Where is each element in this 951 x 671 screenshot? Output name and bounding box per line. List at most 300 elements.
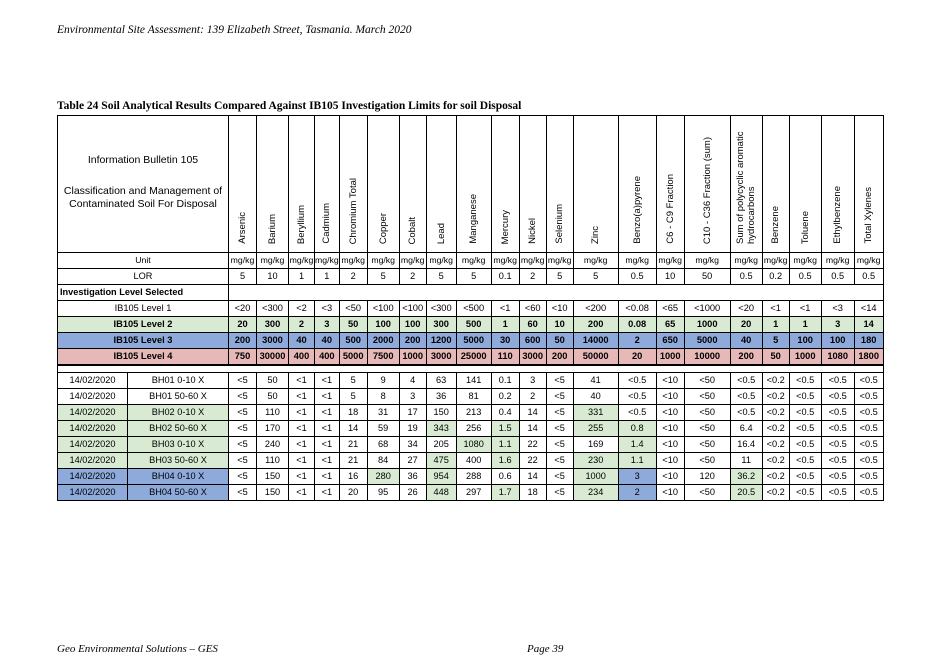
unit-cell: mg/kg <box>821 253 854 269</box>
sample-value: <5 <box>229 453 257 469</box>
level-value: <0.08 <box>618 301 656 317</box>
level-value: 50000 <box>573 349 618 366</box>
level-value: 1800 <box>854 349 883 366</box>
sample-value: 205 <box>426 437 456 453</box>
sample-value: 120 <box>684 469 730 485</box>
sample-value: 22 <box>519 437 546 453</box>
level-row <box>58 301 884 317</box>
bulletin-title: Information Bulletin 105 <box>87 153 199 166</box>
sample-id: BH04 0-10 X <box>128 469 229 485</box>
sample-id: BH02 50-60 X <box>128 421 229 437</box>
sample-value: 27 <box>399 453 426 469</box>
sample-value: 31 <box>367 405 399 421</box>
sample-value: <5 <box>229 469 257 485</box>
sample-value: <10 <box>656 373 684 389</box>
unit-cell: mg/kg <box>399 253 426 269</box>
column-header-label: C6 - C9 Fraction <box>664 174 676 244</box>
unit-cell: mg/kg <box>730 253 762 269</box>
sample-value: <5 <box>546 453 573 469</box>
sample-value: 16.4 <box>730 437 762 453</box>
column-header <box>426 116 456 253</box>
level-value: <50 <box>339 301 367 317</box>
lor-cell: 5 <box>573 269 618 285</box>
sample-value: 1.6 <box>491 453 519 469</box>
lor-cell: 1 <box>289 269 315 285</box>
lor-cell: 0.5 <box>821 269 854 285</box>
level-value: 200 <box>229 333 257 349</box>
sample-value: <0.2 <box>762 405 789 421</box>
sample-date: 14/02/2020 <box>58 437 128 453</box>
sample-value: 36 <box>426 389 456 405</box>
sample-value: 22 <box>519 453 546 469</box>
sample-value: 1000 <box>573 469 618 485</box>
sample-value: 288 <box>456 469 491 485</box>
unit-row <box>58 253 884 269</box>
level-value: 400 <box>289 349 315 366</box>
sample-value: <0.5 <box>854 485 883 501</box>
sample-value: <1 <box>315 485 340 501</box>
sample-date: 14/02/2020 <box>58 485 128 501</box>
sample-value: 34 <box>399 437 426 453</box>
sample-value: <0.5 <box>854 437 883 453</box>
sample-value: <0.5 <box>789 453 821 469</box>
level-value: 0.08 <box>618 317 656 333</box>
sample-value: <50 <box>684 373 730 389</box>
unit-cell: mg/kg <box>573 253 618 269</box>
level-value: 40 <box>289 333 315 349</box>
lor-cell: 2 <box>399 269 426 285</box>
sample-value: <0.5 <box>854 389 883 405</box>
sample-value: <50 <box>684 485 730 501</box>
column-header <box>229 116 257 253</box>
column-header-label: Selenium <box>554 204 566 244</box>
sample-id: BH01 0-10 X <box>128 373 229 389</box>
level-value: 2 <box>289 317 315 333</box>
column-header <box>519 116 546 253</box>
unit-cell: mg/kg <box>229 253 257 269</box>
sample-row <box>58 373 884 389</box>
sample-value: 110 <box>257 453 289 469</box>
sample-value: 4 <box>399 373 426 389</box>
sample-value: 400 <box>456 453 491 469</box>
sample-value: 1.5 <box>491 421 519 437</box>
sample-value: <0.5 <box>618 389 656 405</box>
level-value: 500 <box>339 333 367 349</box>
sample-value: 331 <box>573 405 618 421</box>
sample-value: <50 <box>684 389 730 405</box>
unit-cell: mg/kg <box>684 253 730 269</box>
sample-value: 19 <box>399 421 426 437</box>
lor-cell: 0.5 <box>730 269 762 285</box>
sample-value: <1 <box>289 469 315 485</box>
level-value: <1 <box>789 301 821 317</box>
level-value: 7500 <box>367 349 399 366</box>
sample-value: 234 <box>573 485 618 501</box>
sample-value: 81 <box>456 389 491 405</box>
sample-value: 169 <box>573 437 618 453</box>
column-header-label: Lead <box>435 222 447 244</box>
column-header <box>399 116 426 253</box>
level-value: 20 <box>618 349 656 366</box>
sample-value: <1 <box>315 453 340 469</box>
column-header <box>491 116 519 253</box>
level-value: 65 <box>656 317 684 333</box>
sample-value: <0.5 <box>821 405 854 421</box>
lor-cell: 5 <box>546 269 573 285</box>
level-label: IB105 Level 3 <box>58 333 229 349</box>
level-value: 400 <box>315 349 340 366</box>
sample-value: 6.4 <box>730 421 762 437</box>
sample-value: <0.5 <box>821 469 854 485</box>
level-value: 3 <box>821 317 854 333</box>
level-value: 14000 <box>573 333 618 349</box>
sample-value: 8 <box>367 389 399 405</box>
level-value: 750 <box>229 349 257 366</box>
sample-value: 110 <box>257 405 289 421</box>
sample-value: 18 <box>339 405 367 421</box>
sample-row <box>58 389 884 405</box>
sample-value: 240 <box>257 437 289 453</box>
sample-value: <0.5 <box>789 373 821 389</box>
sample-value: <0.5 <box>821 453 854 469</box>
level-value: 200 <box>730 349 762 366</box>
lor-cell: 10 <box>257 269 289 285</box>
sample-value: 21 <box>339 437 367 453</box>
sample-value: 170 <box>257 421 289 437</box>
sample-value: <0.2 <box>762 373 789 389</box>
sample-value: <50 <box>684 405 730 421</box>
sample-value: <0.5 <box>789 469 821 485</box>
sample-value: <0.2 <box>762 437 789 453</box>
sample-value: <1 <box>315 421 340 437</box>
unit-cell: mg/kg <box>339 253 367 269</box>
column-header <box>789 116 821 253</box>
lor-cell: 5 <box>367 269 399 285</box>
level-row <box>58 349 884 366</box>
lor-row <box>58 269 884 285</box>
sample-value: <1 <box>315 405 340 421</box>
level-value: 1 <box>762 317 789 333</box>
level-value: <20 <box>229 301 257 317</box>
sample-value: 0.1 <box>491 373 519 389</box>
unit-cell: mg/kg <box>289 253 315 269</box>
column-header-label: Cadmium <box>321 203 333 244</box>
lor-cell: 5 <box>456 269 491 285</box>
sample-value: <10 <box>656 421 684 437</box>
sample-value: 954 <box>426 469 456 485</box>
sample-value: <10 <box>656 405 684 421</box>
sample-value: <5 <box>229 405 257 421</box>
level-value: 200 <box>546 349 573 366</box>
level-value: 600 <box>519 333 546 349</box>
table-caption: Table 24 Soil Analytical Results Compared Against IB105 Investigation Limits for soil Disposal <box>57 100 522 112</box>
sample-value: 50 <box>257 373 289 389</box>
sample-value: <10 <box>656 485 684 501</box>
level-value: <1 <box>762 301 789 317</box>
sample-value: <0.5 <box>854 421 883 437</box>
level-value: 20 <box>229 317 257 333</box>
sample-value: 36 <box>399 469 426 485</box>
sample-value: 59 <box>367 421 399 437</box>
footer-page-number: Page 39 <box>527 643 564 655</box>
sample-row <box>58 485 884 501</box>
sample-value: <5 <box>546 469 573 485</box>
lor-cell: 0.2 <box>762 269 789 285</box>
column-header-label: Zinc <box>590 226 602 244</box>
level-value: <2 <box>289 301 315 317</box>
level-value: 3 <box>315 317 340 333</box>
sample-value: 36.2 <box>730 469 762 485</box>
lor-label: LOR <box>58 269 229 285</box>
level-value: 10 <box>546 317 573 333</box>
sample-value: 448 <box>426 485 456 501</box>
column-header <box>854 116 883 253</box>
bulletin-subtitle: Classification and Management of Contaminated Soil For Disposal <box>63 184 223 210</box>
column-header <box>289 116 315 253</box>
sample-value: <1 <box>315 437 340 453</box>
sample-id: BH03 0-10 X <box>128 437 229 453</box>
unit-cell: mg/kg <box>618 253 656 269</box>
lor-cell: 50 <box>684 269 730 285</box>
level-value: 1000 <box>789 349 821 366</box>
table-title-cell <box>58 116 229 253</box>
sample-value: 150 <box>257 469 289 485</box>
sample-value: <0.2 <box>762 485 789 501</box>
sample-value: 9 <box>367 373 399 389</box>
level-value: <500 <box>456 301 491 317</box>
sample-value: <5 <box>546 437 573 453</box>
sample-row <box>58 469 884 485</box>
sample-value: <1 <box>315 469 340 485</box>
column-header-label: Copper <box>377 212 389 244</box>
sample-value: <5 <box>546 405 573 421</box>
sample-value: 1.1 <box>491 437 519 453</box>
sample-value: <50 <box>684 421 730 437</box>
column-header <box>762 116 789 253</box>
level-value: 200 <box>573 317 618 333</box>
unit-cell: mg/kg <box>789 253 821 269</box>
sample-value: 14 <box>519 405 546 421</box>
sample-value: <5 <box>229 389 257 405</box>
column-header-label: Mercury <box>499 209 511 244</box>
column-header <box>684 116 730 253</box>
level-value: <300 <box>257 301 289 317</box>
lor-cell: 0.5 <box>789 269 821 285</box>
sample-id: BH02 0-10 X <box>128 405 229 421</box>
sample-value: 0.6 <box>491 469 519 485</box>
level-value: 100 <box>399 317 426 333</box>
column-header <box>618 116 656 253</box>
sample-id: BH03 50-60 X <box>128 453 229 469</box>
sample-value: <5 <box>229 437 257 453</box>
sample-value: <10 <box>656 389 684 405</box>
investigation-heading-row <box>58 285 884 301</box>
level-row <box>58 333 884 349</box>
level-value: 5 <box>762 333 789 349</box>
level-value: 2 <box>618 333 656 349</box>
level-value: 2000 <box>367 333 399 349</box>
unit-cell: mg/kg <box>456 253 491 269</box>
column-header-label: Total Xylenes <box>863 187 875 244</box>
level-value: 200 <box>399 333 426 349</box>
level-value: <60 <box>519 301 546 317</box>
sample-value: <0.5 <box>789 405 821 421</box>
sample-value: 21 <box>339 453 367 469</box>
level-value: 1 <box>491 317 519 333</box>
column-header <box>821 116 854 253</box>
column-header-label: Chromium Total <box>347 177 359 244</box>
sample-value: 255 <box>573 421 618 437</box>
column-header <box>656 116 684 253</box>
level-value: <10 <box>546 301 573 317</box>
column-header-label: Arsenic <box>237 212 248 244</box>
level-value: <100 <box>367 301 399 317</box>
level-value: <3 <box>821 301 854 317</box>
level-value: 50 <box>546 333 573 349</box>
column-header-label: Sum of polycyclic aromatic hydrocarbons <box>735 131 758 244</box>
column-header-label: Ethylbenzene <box>832 186 844 244</box>
sample-value: 297 <box>456 485 491 501</box>
level-value: 25000 <box>456 349 491 366</box>
level-value: <200 <box>573 301 618 317</box>
level-label: IB105 Level 1 <box>58 301 229 317</box>
sample-date: 14/02/2020 <box>58 421 128 437</box>
unit-cell: mg/kg <box>546 253 573 269</box>
level-value: 1000 <box>684 317 730 333</box>
sample-date: 14/02/2020 <box>58 389 128 405</box>
column-header <box>315 116 340 253</box>
sample-value: <1 <box>289 373 315 389</box>
sample-id: BH04 50-60 X <box>128 485 229 501</box>
level-value: 10000 <box>684 349 730 366</box>
lor-cell: 2 <box>519 269 546 285</box>
sample-value: <0.5 <box>730 389 762 405</box>
sample-id: BH01 50-60 X <box>128 389 229 405</box>
level-value: 20 <box>730 317 762 333</box>
unit-label: Unit <box>58 253 229 269</box>
sample-value: 280 <box>367 469 399 485</box>
level-label: IB105 Level 4 <box>58 349 229 366</box>
sample-value: 95 <box>367 485 399 501</box>
sample-value: <5 <box>546 485 573 501</box>
investigation-heading: Investigation Level Selected <box>58 285 229 301</box>
level-value: 60 <box>519 317 546 333</box>
sample-value: <0.5 <box>821 373 854 389</box>
sample-value: 41 <box>573 373 618 389</box>
footer-company: Geo Environmental Solutions – GES <box>57 643 218 655</box>
level-value: 14 <box>854 317 883 333</box>
level-value: 100 <box>789 333 821 349</box>
sample-value: <0.5 <box>789 421 821 437</box>
sample-value: <10 <box>656 437 684 453</box>
sample-value: 1.4 <box>618 437 656 453</box>
column-header <box>546 116 573 253</box>
column-header <box>456 116 491 253</box>
column-header-label: Beryllium <box>296 204 307 244</box>
sample-value: <0.5 <box>789 437 821 453</box>
sample-value: 3 <box>399 389 426 405</box>
lor-cell: 0.5 <box>618 269 656 285</box>
sample-value: <5 <box>546 421 573 437</box>
level-value: <3 <box>315 301 340 317</box>
sample-value: <0.5 <box>854 373 883 389</box>
column-header-label: C10 - C36 Fraction (sum) <box>701 136 713 244</box>
soil-results-table <box>57 115 884 501</box>
sample-row <box>58 453 884 469</box>
sample-value: <5 <box>229 485 257 501</box>
level-value: 30000 <box>257 349 289 366</box>
level-value: 5000 <box>684 333 730 349</box>
column-header-label: Toluene <box>799 210 811 244</box>
sample-value: 150 <box>426 405 456 421</box>
sample-value: <0.5 <box>854 469 883 485</box>
sample-value: 3 <box>519 373 546 389</box>
sample-date: 14/02/2020 <box>58 373 128 389</box>
sample-value: 18 <box>519 485 546 501</box>
sample-value: 2 <box>618 485 656 501</box>
level-value: <65 <box>656 301 684 317</box>
sample-value: 150 <box>257 485 289 501</box>
sample-value: 16 <box>339 469 367 485</box>
sample-value: 141 <box>456 373 491 389</box>
lor-cell: 1 <box>315 269 340 285</box>
unit-cell: mg/kg <box>257 253 289 269</box>
level-value: 500 <box>456 317 491 333</box>
sample-value: 50 <box>257 389 289 405</box>
level-value: 1200 <box>426 333 456 349</box>
sample-value: 230 <box>573 453 618 469</box>
sample-value: 343 <box>426 421 456 437</box>
sample-value: <50 <box>684 437 730 453</box>
sample-value: <5 <box>229 421 257 437</box>
heading-blank <box>229 285 884 301</box>
column-header-label: Manganese <box>468 194 480 244</box>
sample-value: <0.5 <box>821 389 854 405</box>
sample-value: <0.5 <box>821 421 854 437</box>
page-header: Environmental Site Assessment: 139 Elizabeth Street, Tasmania. March 2020 <box>57 24 412 36</box>
sample-value: <5 <box>546 373 573 389</box>
sample-row <box>58 405 884 421</box>
sample-value: <10 <box>656 469 684 485</box>
sample-value: <0.5 <box>854 405 883 421</box>
sample-value: 14 <box>519 421 546 437</box>
sample-value: <0.2 <box>762 421 789 437</box>
level-label: IB105 Level 2 <box>58 317 229 333</box>
sample-value: <0.2 <box>762 389 789 405</box>
column-header <box>257 116 289 253</box>
sample-value: <0.5 <box>854 453 883 469</box>
sample-value: 213 <box>456 405 491 421</box>
sample-value: <0.5 <box>730 373 762 389</box>
spacer-cell <box>58 365 884 373</box>
unit-cell: mg/kg <box>656 253 684 269</box>
level-value: 40 <box>730 333 762 349</box>
sample-value: <1 <box>315 373 340 389</box>
sample-value: <10 <box>656 453 684 469</box>
sample-row <box>58 421 884 437</box>
level-value: <14 <box>854 301 883 317</box>
level-value: 100 <box>821 333 854 349</box>
lor-cell: 0.5 <box>854 269 883 285</box>
sample-value: 20.5 <box>730 485 762 501</box>
sample-value: 14 <box>339 421 367 437</box>
column-header <box>367 116 399 253</box>
sample-value: <0.5 <box>821 437 854 453</box>
sample-value: <1 <box>289 453 315 469</box>
column-header <box>573 116 618 253</box>
unit-cell: mg/kg <box>315 253 340 269</box>
sample-value: <5 <box>229 373 257 389</box>
